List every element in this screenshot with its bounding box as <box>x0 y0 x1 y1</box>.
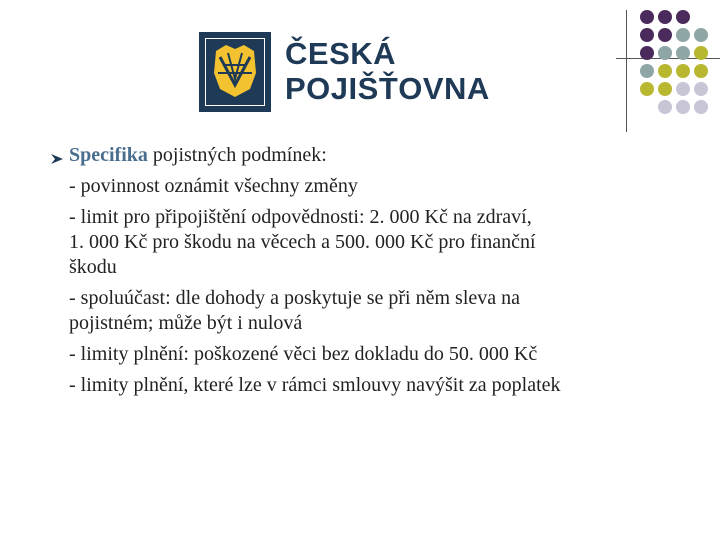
decor-dot <box>640 82 654 96</box>
decor-dot <box>658 82 672 96</box>
logo-wordmark <box>285 36 490 106</box>
slide-heading <box>69 143 679 168</box>
body-line-2: - limit pro připojištění odpovědnosti: 2. 000 Kč na zdraví, <box>69 206 532 228</box>
company-logo <box>199 32 490 112</box>
decor-dot <box>640 46 654 60</box>
slide-body <box>69 143 679 398</box>
decor-dot <box>676 28 690 42</box>
decor-dot <box>658 64 672 78</box>
decor-dot <box>658 28 672 42</box>
emblem-frame <box>205 38 265 106</box>
decor-dot <box>676 100 690 114</box>
decor-dot <box>694 82 708 96</box>
decor-dot <box>694 64 708 78</box>
heading-accent: Specifika <box>69 144 148 166</box>
body-line-7: - limity plnění: poškozené věci bez dokladu do 50. 000 Kč <box>69 343 538 365</box>
decor-dot <box>676 10 690 24</box>
decor-dot <box>694 28 708 42</box>
logo-line-2: POJIŠŤOVNA <box>285 71 490 106</box>
decor-dot <box>658 46 672 60</box>
decor-dot <box>658 100 672 114</box>
body-line-4: škodu <box>69 256 117 278</box>
decor-dot <box>676 46 690 60</box>
body-line-6: pojistném; může být i nulová <box>69 312 303 334</box>
decor-dot <box>676 82 690 96</box>
decor-dot <box>640 10 654 24</box>
decor-dot <box>676 64 690 78</box>
body-line-8: - limity plnění, které lze v rámci smlouvy navýšit za poplatek <box>69 374 561 396</box>
logo-line-1: ČESKÁ <box>285 36 397 71</box>
decor-dot <box>694 100 708 114</box>
decor-vertical-line <box>626 10 627 132</box>
emblem-graphic <box>206 39 264 105</box>
decor-dot <box>694 46 708 60</box>
decor-dot <box>640 64 654 78</box>
body-line-3: 1. 000 Kč pro škodu na věcech a 500. 000 Kč pro finanční <box>69 231 536 253</box>
decor-dot <box>640 28 654 42</box>
shield-crest-icon <box>199 32 271 112</box>
decor-dot <box>658 10 672 24</box>
bullet-arrow-icon <box>50 153 64 165</box>
heading-rest: pojistných podmínek: <box>147 144 327 166</box>
body-line-5: - spoluúčast: dle dohody a poskytuje se při něm sleva na <box>69 287 521 309</box>
body-line-1: - povinnost oznámit všechny změny <box>69 175 358 197</box>
